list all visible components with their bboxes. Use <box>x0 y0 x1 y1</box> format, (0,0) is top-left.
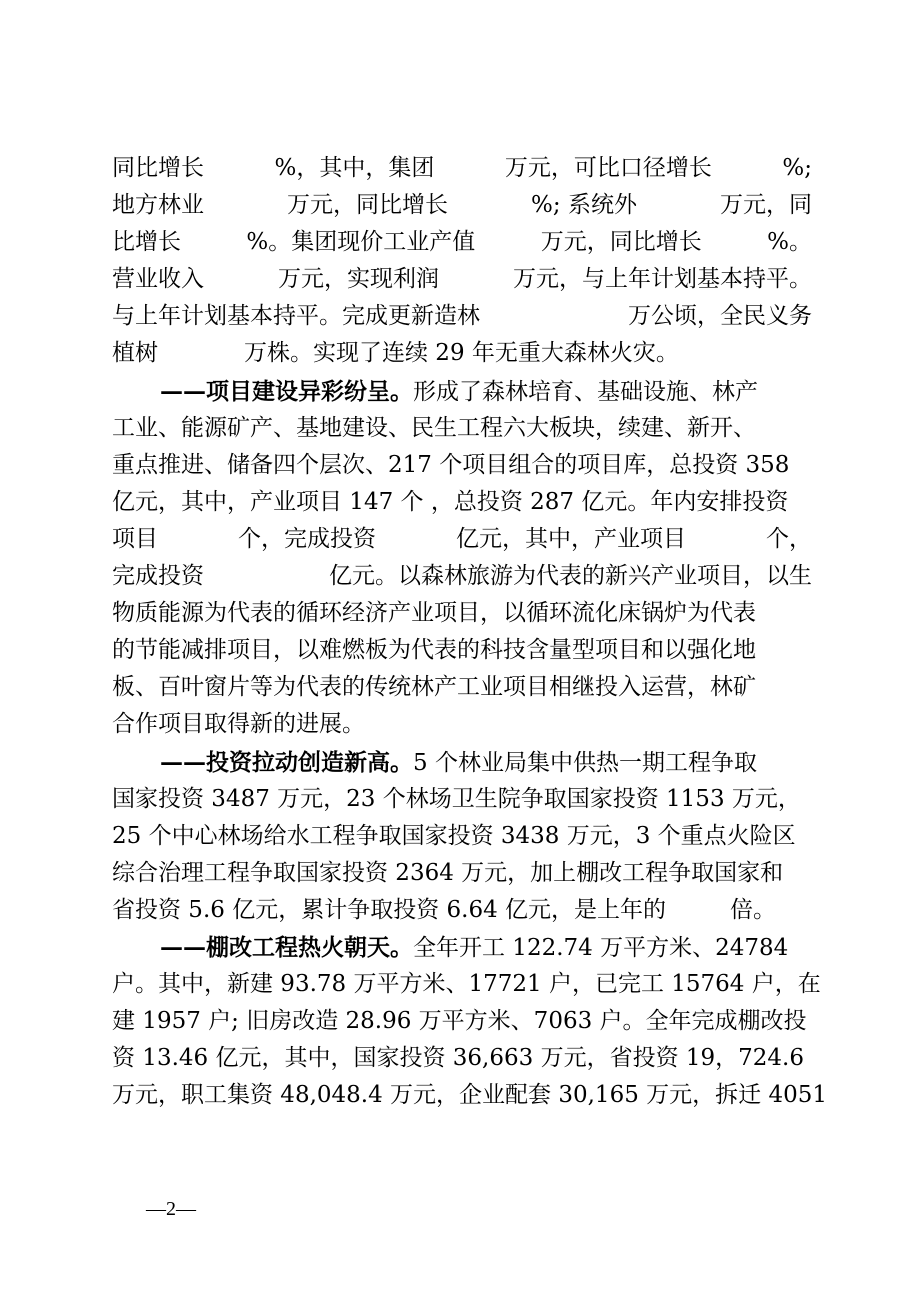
text-segment: 物质能源为代表的循环经济产业项目，以循环流化床锅炉为代表 <box>112 600 756 627</box>
text-segment: 形成了森林培育、基础设施、林产 <box>413 378 758 405</box>
text-segment: 植树 <box>112 340 158 367</box>
text-line <box>112 447 812 484</box>
text-segment: 万株。实现了连续 29 年无重大森林火灾。 <box>244 340 679 367</box>
section-heading: ——投资拉动创造新高。 <box>160 748 413 776</box>
document-body <box>112 150 827 1114</box>
text-segment: 的节能减排项目，以难燃板为代表的科技含量型项目和以强化地 <box>112 637 756 664</box>
text-segment: 个， <box>766 525 812 552</box>
text-segment: %。集团现价工业产值 <box>246 229 476 256</box>
text-segment: 重点推进、储备四个层次、217 个项目组合的项目库，总投资 358 <box>112 451 790 478</box>
text-line <box>112 595 812 632</box>
text-line <box>112 855 812 892</box>
text-segment: 户。其中，新建 93.78 万平方米、17721 户，已完工 15764 户，在 <box>112 971 821 998</box>
text-segment: 亿元，其中，产业项目 <box>456 525 686 552</box>
text-segment: 万元，可比口径增长 <box>504 155 712 181</box>
text-segment: 工业、能源矿产、基地建设、民生工程六大板块，续建、新开、 <box>112 414 756 441</box>
page-number: —2— <box>146 1198 196 1220</box>
text-line <box>112 818 812 855</box>
section-heading: ——项目建设异彩纷呈。 <box>160 377 413 405</box>
text-segment: 万元，同比增长 <box>287 192 449 219</box>
text-segment: 板、百叶窗片等为代表的传统林产工业项目相继投入运营，林矿 <box>112 674 756 701</box>
text-segment: 同比增长 <box>112 155 204 181</box>
text-line <box>112 706 812 743</box>
text-segment: 比增长 <box>112 229 181 256</box>
text-line <box>112 929 812 966</box>
text-line <box>112 781 812 818</box>
text-segment: 资 13.46 亿元，其中，国家投资 36,663 万元，省投资 19，724.6 <box>112 1045 804 1072</box>
section-heading: ——棚改工程热火朝天。 <box>160 933 413 961</box>
text-segment: %; <box>782 155 812 181</box>
text-line <box>112 1003 812 1040</box>
text-line <box>112 373 812 410</box>
text-segment: 5 个林业局集中供热一期工程争取 <box>413 749 757 776</box>
text-line <box>112 187 812 224</box>
text-segment: 建 1957 户; 旧房改造 28.96 万平方米、7063 户。全年完成棚改投 <box>112 1008 807 1035</box>
text-line <box>112 632 812 669</box>
text-line <box>112 744 812 781</box>
text-line <box>112 1040 812 1077</box>
text-segment: 万元，同 <box>719 192 812 219</box>
text-line <box>112 558 812 595</box>
text-segment: 地方林业 <box>112 192 204 219</box>
text-line <box>112 484 812 521</box>
text-segment: 亿元，其中，产业项目 147 个 ，总投资 287 亿元。年内安排投资 <box>112 488 789 515</box>
text-line <box>112 669 812 706</box>
text-segment: 万公顷，全民义务 <box>628 303 812 330</box>
text-segment: 倍。 <box>730 896 777 923</box>
text-segment: 综合治理工程争取国家投资 2364 万元，加上棚改工程争取国家和 <box>112 859 784 886</box>
text-line <box>112 335 812 372</box>
text-segment: 个，完成投资 <box>238 525 376 552</box>
text-segment: 与上年计划基本持平。完成更新造林 <box>112 303 480 330</box>
text-segment: 万元，与上年计划基本持平。 <box>513 266 812 293</box>
text-line <box>112 1077 827 1114</box>
text-segment: %。 <box>767 229 812 256</box>
text-line <box>112 298 812 335</box>
text-segment: 营业收入 <box>112 266 204 293</box>
text-segment: 省投资 5.6 亿元，累计争取投资 6.64 亿元，是上年的 <box>112 896 667 923</box>
text-line <box>112 150 812 187</box>
text-line <box>112 224 812 261</box>
text-line <box>112 410 812 447</box>
text-segment: %; 系统外 <box>531 192 637 219</box>
text-segment: 合作项目取得新的进展。 <box>112 711 365 738</box>
text-segment: 国家投资 3487 万元，23 个林场卫生院争取国家投资 1153 万元， <box>112 785 801 812</box>
text-segment: 万元，职工集资 48,048.4 万元，企业配套 30,165 万元，拆迁 4051 <box>112 1082 827 1109</box>
text-segment: %，其中，集团 <box>274 155 435 181</box>
text-line <box>112 521 812 558</box>
text-segment: 万元，同比增长 <box>540 229 702 256</box>
text-line <box>112 966 821 1003</box>
text-segment: 万元，实现利润 <box>278 266 439 293</box>
text-segment: 亿元。以森林旅游为代表的新兴产业项目，以生 <box>329 563 812 590</box>
text-line <box>112 892 812 929</box>
text-line <box>112 261 812 298</box>
text-segment: 项目 <box>112 525 158 552</box>
text-segment: 全年开工 122.74 万平方米、24784 <box>413 934 789 961</box>
text-segment: 25 个中心林场给水工程争取国家投资 3438 万元，3 个重点火险区 <box>112 822 796 849</box>
text-segment: 完成投资 <box>112 563 204 590</box>
